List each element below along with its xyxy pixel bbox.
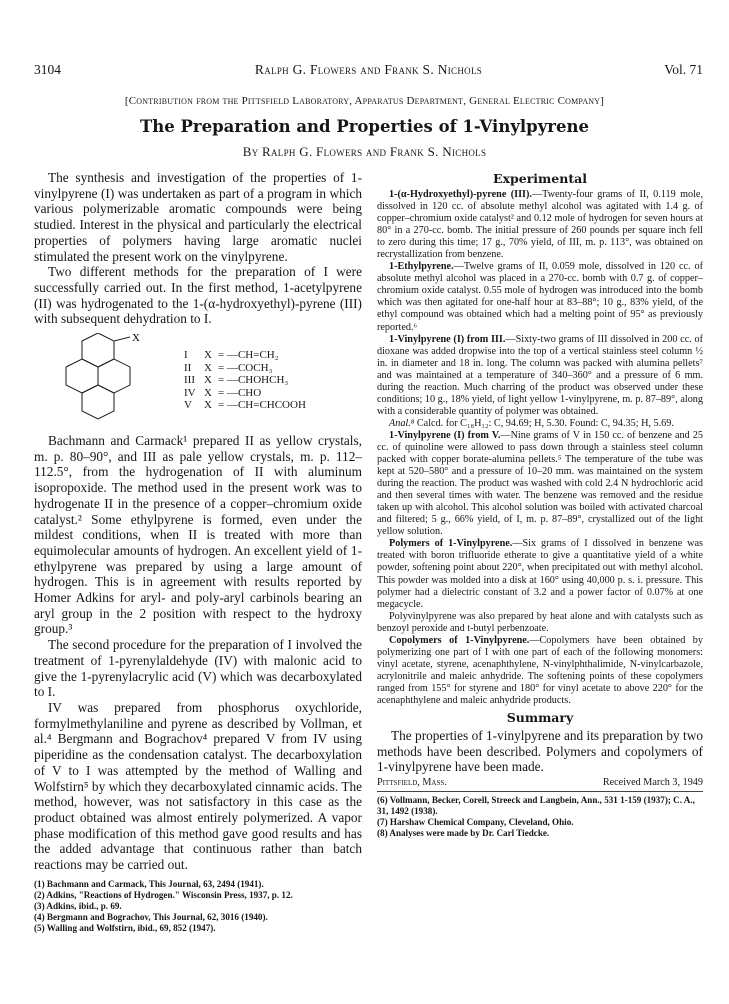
experimental-heading: Experimental xyxy=(493,171,587,186)
intro-paragraph: The synthesis and investigation of the properties of 1-vinylpyrene (I) was undertaken as part of a program in which various polymerizable aromatic compounds were being studied. Interest in the physical and particularly the electrical properties of polymers having large aromatic nuclei stimulated the present work on the vinylpyrene. xyxy=(34,170,362,264)
second-procedure-paragraph: The second procedure for the preparation of I involved the treatment of 1-pyrenylaldehyde (IV) with malonic acid to give the 1-pyrenylacrylic acid (V) which was decarboxylated to I. xyxy=(34,637,362,700)
experiment-polyvinylpyrene: Polyvinylpyrene was also prepared by heat alone and with catalysts such as benzoyl peroxide and t-butyl perbenzoate. xyxy=(377,610,703,634)
substituent-row: II X = —COCH₃ xyxy=(184,361,273,374)
substituent-row: V X = —CH=CHCOOH xyxy=(184,399,306,412)
substituent-x-label: X xyxy=(132,333,140,345)
footnote: (2) Adkins, "Reactions of Hydrogen." Wisconsin Press, 1937, p. 12. xyxy=(34,889,293,900)
contribution-line: [Contribution from the Pittsfield Laboratory, Apparatus Department, General Electric Company] xyxy=(124,95,605,107)
bachmann-paragraph: Bachmann and Carmack¹ prepared II as yellow crystals, m. p. 80–90°, and III as pale yellow crystals, m. p. 112–112.5°, from the hydrogenation of II with aluminum isopropoxide. The method used in the present work was to hydrogenate II in the presence of a copper–chromium oxide catalyst.² Some ethylpyrene is formed, even under the mildest conditions, when II is treated with more than equimolecular amounts of hydrogen. An excellent yield of 1-ethylpyrene was prepared by using a large amount of hydrogen. This is in agreement with results reported by Homer Adkins for aryl- and poly-aryl carbinols bearing an aryl group in the 2 position with respect to the hydroxy group.³ xyxy=(34,433,362,637)
experiment-vinylpyrene-from-iii: 1-Vinylpyrene (I) from III.—Sixty-two grams of III dissolved in 200 cc. of dioxane was added dropwise into the top of a vertical stainless steel column ½ in. in diameter and 18 in. long. The column was packed with alumina pellets⁷ and was maintained at a temperature of 340–360° and a pressure of 6 mm. during the reaction. Much charring of the product was observed under these conditions; 10 g., 18% yield, of light yellow 1-vinylpyrene, m. p. 87–89°, along with a considerable quantity of polymer was obtained. xyxy=(377,333,703,417)
footnote: (5) Walling and Wolfstirn, ibid., 69, 852 (1947). xyxy=(34,922,216,933)
substituent-row: III X = —CHOHCH₃ xyxy=(184,374,289,387)
summary-paragraph: The properties of 1-vinylpyrene and its preparation by two methods have been described. Polymers and copolymers of 1-vinylpyrene have been made. xyxy=(377,728,703,775)
footnote: (6) Vollmann, Becker, Corell, Streeck and Langbein, Ann., 531 1-159 (1937); C. A., 31, 1492 (1938). xyxy=(377,795,695,817)
right-column xyxy=(377,170,703,839)
experiment-ethylpyrene: 1-Ethylpyrene.—Twelve grams of II, 0.059 mole, dissolved in 120 cc. of absolute methyl alcohol was placed in a 270-cc. bomb with 0.7 g. of copper–chromium oxide catalyst. 0.55 mole of hydrogen was introduced into the bomb which was then agitated for one-half hour at 83–88°; 10 g., 83% yield, of the ethyl compound was obtained which had a melting point of 95° as previously reported.⁶ xyxy=(377,261,703,333)
right-footnotes xyxy=(377,795,703,839)
substituent-list xyxy=(184,349,306,412)
footnote: (8) Analyses were made by Dr. Carl Tiedcke. xyxy=(377,828,550,839)
received-date: Received March 3, 1949 xyxy=(602,777,703,789)
experiment-polymers: Polymers of 1-Vinylpyrene.—Six grams of I dissolved in benzene was treated with boron trifluoride etherate to give a quantitative yield of a white powder, softening point about 220°, when precipitated out with methyl alcohol. This powder was molded into a disk at 160° using 40,000 p. s. i. pressure. This polymer had a dielectric constant of 3.2 and a power factor of 0.07% at one megacycle. xyxy=(377,538,703,610)
footnote: (1) Bachmann and Carmack, This Journal, 63, 2494 (1941). xyxy=(34,878,264,889)
experiment-hydroxyethyl: 1-(α-Hydroxyethyl)-pyrene (III).—Twenty-four grams of II, 0.119 mole, dissolved in 120 cc. of absolute methyl alcohol was agitated with 1.4 g. of copper–chromium oxide catalyst² and 0.12 mole of hydrogen for seven hours at 80° in a 270-cc. bomb. The initial pressure of 260 pounds per square inch fell to zero during this time; 17 g., 70% yield, of III, m. p. 113°, was obtained on recrystallization from benzene. xyxy=(377,189,703,261)
methods-paragraph: Two different methods for the preparation of I were successfully carried out. In the first method, 1-acetylpyrene (II) was hydrogenated to the 1-(α-hydroxyethyl)-pyrene (III) with subsequent dehydration to I. xyxy=(34,264,362,327)
footnote: (4) Bergmann and Bograchov, This Journal, 62, 3016 (1940). xyxy=(34,911,268,922)
substituent-row: I X = —CH=CH₂ xyxy=(184,349,279,362)
place-label: Pittsfield, Mass. xyxy=(377,777,447,789)
pyrene-structure-figure xyxy=(34,331,362,427)
signoff-row xyxy=(377,777,703,792)
substituent-row: IV X = —CHO xyxy=(184,386,262,399)
page-number: 3104 xyxy=(34,62,61,77)
experiment-vinylpyrene-from-v: 1-Vinylpyrene (I) from V.—Nine grams of V in 150 cc. of benzene and 25 cc. of quinoline were allowed to pass down through a stainless steel column packed with copper borate-alumina pellets.⁵ The temperature of the tube was kept at 520–580° and a pressure of 10–20 mm. was maintained on the system during the reaction. The product was washed with cold 2.4 N hydrochloric acid and then several times with water. The benzene was removed and the residue taken up with alcohol. This alcohol solution was boiled with activated charcoal and filtered; 5 g., 66% yield, of I, m. p. 87–89°, crystallized out of the light yellow solution. xyxy=(377,429,703,538)
article-title: The Preparation and Properties of 1-Vinylpyrene xyxy=(139,117,589,136)
volume-label: Vol. 71 xyxy=(664,62,703,77)
running-head-authors: Ralph G. Flowers and Frank S. Nichols xyxy=(254,62,483,77)
left-footnotes xyxy=(34,879,362,934)
footnote: (3) Adkins, ibid., p. 69. xyxy=(34,900,122,911)
experiment-analysis: Anal.⁸ Calcd. for C₁₈H₁₂: C, 94.69; H, 5.30. Found: C, 94.35; H, 5.69. xyxy=(389,417,674,429)
summary-heading: Summary xyxy=(506,710,574,726)
left-column xyxy=(34,170,362,934)
footnote: (7) Harshaw Chemical Company, Cleveland, Ohio. xyxy=(377,817,574,828)
iv-preparation-paragraph: IV was prepared from phosphorus oxychloride, formylmethylaniline and pyrene as described by Vollman, et al.⁴ Bergmann and Bograchov⁴ prepared V from IV using piperidine as the condensation catalyst. The decarboxylation of V to I was attempted by the method of Walling and Wolfstirn⁵ by which they decarboxylated cinnamic acids. The method, however, was not satisfactory in this case as the product obtained was almost entirely polymerized. A vapor phase modification of this method gave good results and has the added advantage that continuous rather than batch reactions may be carried out. xyxy=(34,699,362,873)
byline: By Ralph G. Flowers and Frank S. Nichols xyxy=(242,144,487,159)
pyrene-ring-icon xyxy=(44,333,174,427)
experiment-copolymers: Copolymers of 1-Vinylpyrene.—Copolymers have been obtained by polymerizing one part of I with one part of each of the following monomers: vinyl acetate, styrene, acenaphthylene, N-vinylphthalimide, N-vinylcarbazole, acrylonitrile and maleic anhydride. The softening points of these copolymers ranged from 155° for styrene and 180° for vinyl acetate to above 220° for the acenaphthylene and maleic anhydride products. xyxy=(377,634,703,706)
